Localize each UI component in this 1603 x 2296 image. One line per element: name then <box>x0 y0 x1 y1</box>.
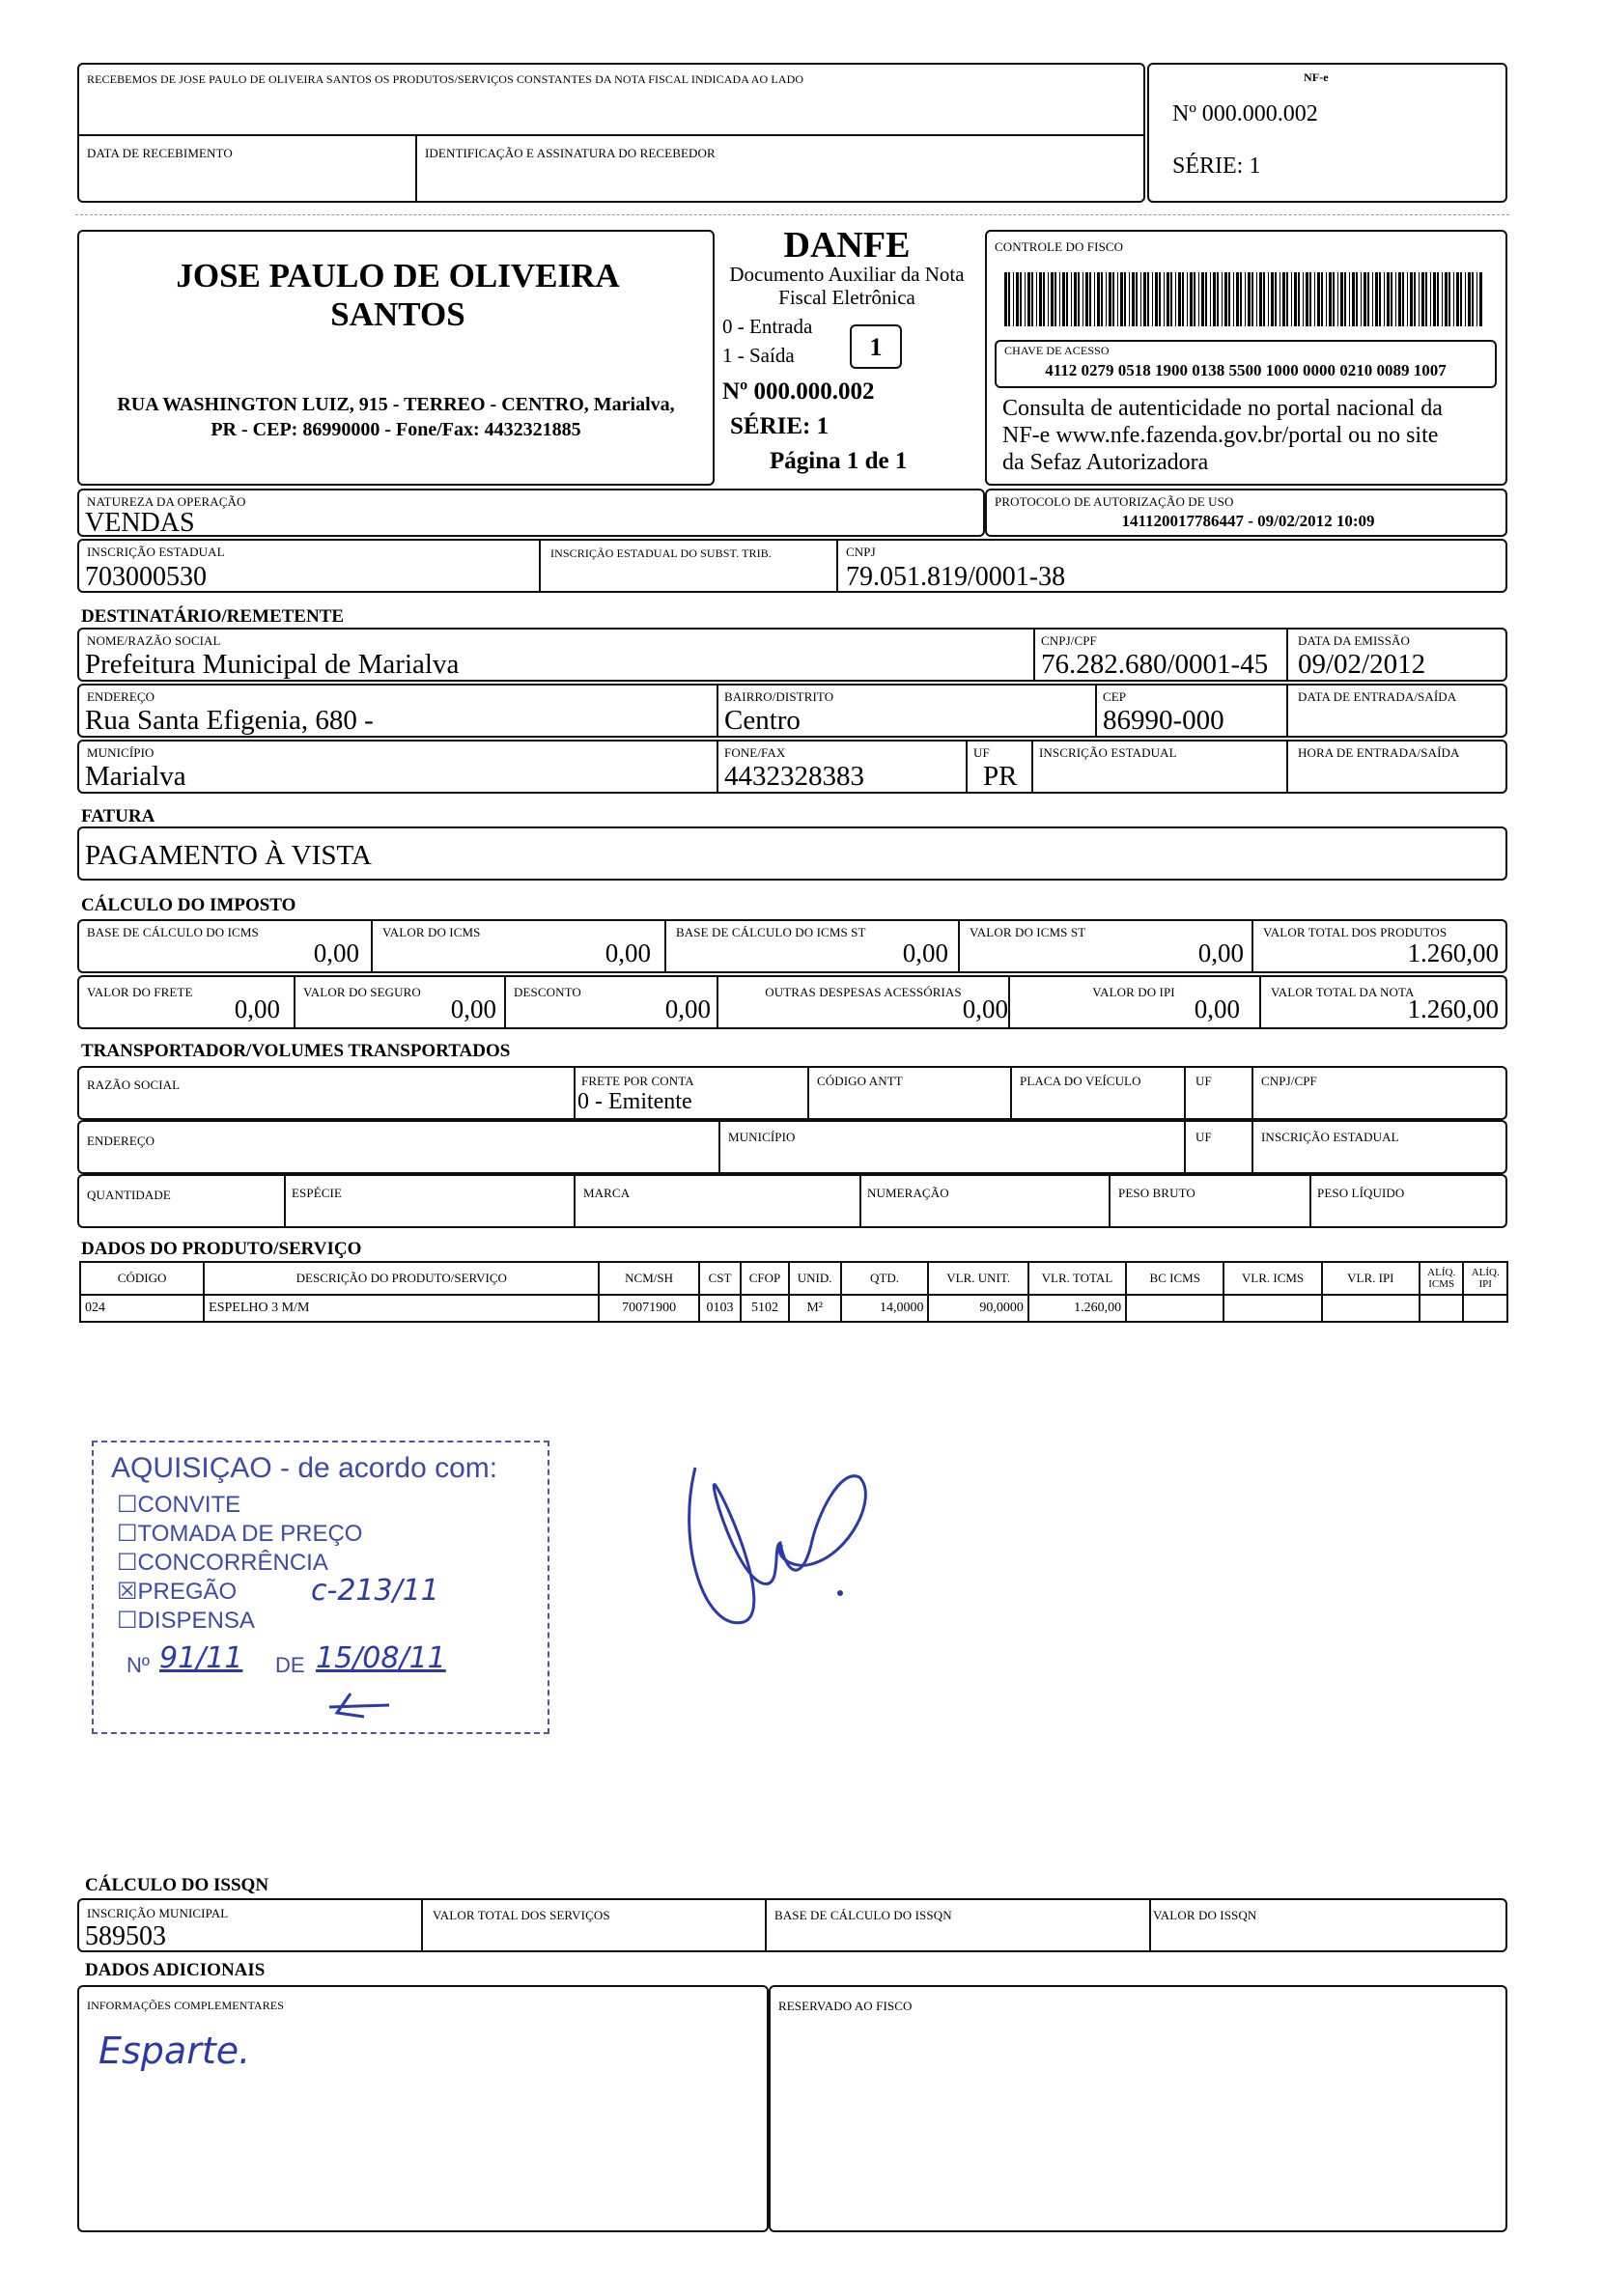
tr-r2-div3 <box>1251 1122 1253 1172</box>
tr-endereco-label: ENDEREÇO <box>87 1134 155 1148</box>
col-cfop: CFOP <box>741 1262 789 1295</box>
cell-vlr-icms <box>1223 1295 1321 1322</box>
col-descricao: DESCRIÇÃO DO PRODUTO/SERVIÇO <box>204 1262 599 1295</box>
transportador-row3 <box>77 1174 1507 1228</box>
transportador-row1 <box>77 1066 1507 1120</box>
imposto-r2-label-1: VALOR DO SEGURO <box>303 985 421 999</box>
adicionais-section: DADOS ADICIONAIS <box>85 1960 266 1980</box>
dest-r3-div1 <box>717 742 718 792</box>
emitente-address-line1: RUA WASHINGTON LUIZ, 915 - TERREO - CENTRO, Marialva, <box>117 394 675 415</box>
cell-cfop: 5102 <box>741 1295 789 1322</box>
danfe-subtitle-2: Fiscal Eletrônica <box>778 286 915 309</box>
issqn-div2 <box>765 1900 767 1950</box>
col-vlr-unit: VLR. UNIT. <box>928 1262 1027 1295</box>
info-label: INFORMAÇÕES COMPLEMENTARES <box>87 1999 284 2012</box>
stamp-no-value: 91/11 <box>159 1641 243 1675</box>
cell-bc-icms <box>1126 1295 1223 1322</box>
cep-value: 86990-000 <box>1103 705 1224 736</box>
nfe-label: NF-e <box>1304 70 1329 84</box>
reservado-label: RESERVADO AO FISCO <box>778 1999 913 2013</box>
stamp-opt4-label: PREGÃO <box>137 1579 238 1605</box>
danfe-title: DANFE <box>783 225 911 266</box>
tr-r3-div4 <box>1109 1176 1111 1226</box>
antt-label: CÓDIGO ANTT <box>817 1074 903 1088</box>
reservado-fisco-box <box>769 1985 1507 2232</box>
emissao-label: DATA DA EMISSÃO <box>1298 633 1411 648</box>
data-recebimento-label: DATA DE RECEBIMENTO <box>87 146 233 160</box>
cut-line <box>75 214 1509 215</box>
danfe-pagina: Página 1 de 1 <box>770 448 908 474</box>
cell-descricao: ESPELHO 3 M/M <box>204 1295 599 1322</box>
col-bc-icms: BC ICMS <box>1126 1262 1223 1295</box>
col-aliq-ipi: ALÍQ. IPI <box>1463 1262 1507 1295</box>
tr-r1-div3 <box>1010 1068 1012 1118</box>
col-ncm: NCM/SH <box>599 1262 698 1295</box>
imposto-r1-label-3: VALOR DO ICMS ST <box>970 925 1086 939</box>
stamp-opt5 <box>117 1607 255 1635</box>
stamp-de-label: DE <box>275 1653 305 1677</box>
imposto-row2 <box>77 975 1507 1029</box>
col-vlr-total: VLR. TOTAL <box>1028 1262 1126 1295</box>
nome-value: Prefeitura Municipal de Marialva <box>85 649 460 680</box>
cell-aliq-ipi <box>1463 1295 1507 1322</box>
placa-label: PLACA DO VEÍCULO <box>1020 1074 1141 1088</box>
cell-codigo: 024 <box>80 1295 204 1322</box>
imposto-section: CÁLCULO DO IMPOSTO <box>81 895 296 915</box>
danfe-serie: SÉRIE: 1 <box>730 413 830 439</box>
cell-vlr-total: 1.260,00 <box>1028 1295 1126 1322</box>
chave-value: 4112 0279 0518 1900 0138 5500 1000 0000 0210 0089 1007 <box>1045 361 1447 379</box>
col-cst: CST <box>699 1262 741 1295</box>
tr-r2-div2 <box>1184 1122 1186 1172</box>
issqn-section: CÁLCULO DO ISSQN <box>85 1875 269 1895</box>
consulta-line3: da Sefaz Autorizadora <box>1002 450 1209 475</box>
chave-label: CHAVE DE ACESSO <box>1004 344 1110 357</box>
municipio-label: MUNICÍPIO <box>87 745 155 760</box>
bairro-label: BAIRRO/DISTRITO <box>724 689 834 704</box>
tr-cnpj-label: CNPJ/CPF <box>1261 1074 1317 1088</box>
dest-r2-div3 <box>1286 686 1288 736</box>
imposto-r1-value-2: 0,00 <box>902 938 948 967</box>
emitente-box <box>77 230 715 486</box>
emissao-value: 09/02/2012 <box>1298 649 1426 680</box>
peso-liquido-label: PESO LÍQUIDO <box>1317 1186 1405 1200</box>
fisco-box <box>985 230 1507 486</box>
col-qtd: QTD. <box>841 1262 929 1295</box>
dest-r3-div4 <box>1286 742 1288 792</box>
fone-label: FONE/FAX <box>724 745 786 760</box>
col-unid: UNID. <box>789 1262 841 1295</box>
razao-label: RAZÃO SOCIAL <box>87 1078 181 1092</box>
destinatario-row1 <box>77 628 1507 682</box>
destinatario-row3 <box>77 740 1507 794</box>
cell-vlr-unit: 90,0000 <box>928 1295 1027 1322</box>
natureza-value: VENDAS <box>85 508 195 538</box>
destinatario-section: DESTINATÁRIO/REMETENTE <box>81 606 345 627</box>
municipio-value: Marialva <box>85 761 186 792</box>
imposto-r2-value-4: 0,00 <box>1194 994 1240 1023</box>
controle-fisco-label: CONTROLE DO FISCO <box>995 239 1124 254</box>
info-hand: Esparte. <box>98 2030 251 2072</box>
endereco-value: Rua Santa Efigenia, 680 - <box>85 705 374 736</box>
imposto-r1-value-1: 0,00 <box>605 938 651 967</box>
tr-r3-div2 <box>574 1176 576 1226</box>
tr-r3-div3 <box>859 1176 861 1226</box>
dest-r1-div2 <box>1286 630 1288 680</box>
issqn-box <box>77 1898 1507 1952</box>
stamp-de-value: 15/08/11 <box>316 1641 446 1675</box>
emitente-name-line1: JOSE PAULO DE OLIVEIRA <box>176 257 620 294</box>
produtos-header-row <box>80 1262 1507 1295</box>
stamp-title: AQUISIÇAO - de acordo com: <box>111 1452 498 1484</box>
imposto-r1-label-2: BASE DE CÁLCULO DO ICMS ST <box>676 925 866 939</box>
especie-label: ESPÉCIE <box>292 1186 342 1200</box>
fone-value: 4432328383 <box>724 761 864 792</box>
tr-r1-div5 <box>1251 1068 1253 1118</box>
stamp-checkbox-3: ☐ <box>117 1550 138 1576</box>
imposto-r2-value-0: 0,00 <box>234 994 280 1023</box>
canhoto-divider <box>79 134 1143 136</box>
danfe-entrada: 0 - Entrada <box>722 315 813 338</box>
consulta-line1: Consulta de autenticidade no portal nacional da <box>1002 396 1443 421</box>
stamp-opt1 <box>117 1491 240 1519</box>
imposto-r2-value-2: 0,00 <box>664 994 711 1023</box>
canhoto-serie: SÉRIE: 1 <box>1172 154 1261 179</box>
imposto-r2-value-1: 0,00 <box>450 994 496 1023</box>
nome-label: NOME/RAZÃO SOCIAL <box>87 633 221 648</box>
table-row <box>80 1295 1507 1322</box>
cnpj-value: 79.051.819/0001-38 <box>846 562 1066 592</box>
cep-label: CEP <box>1103 689 1127 704</box>
canhoto-box <box>77 63 1145 203</box>
col-codigo: CÓDIGO <box>80 1262 204 1295</box>
canhoto-numero: Nº 000.000.002 <box>1172 101 1318 126</box>
frete-label: FRETE POR CONTA <box>581 1074 694 1088</box>
ie-label: INSCRIÇÃO ESTADUAL <box>87 545 225 559</box>
ie-value: 703000530 <box>85 562 207 592</box>
stamp-opt4 <box>117 1578 237 1606</box>
imposto-r1-value-0: 0,00 <box>313 938 359 967</box>
imposto-r1-label-0: BASE DE CÁLCULO DO ICMS <box>87 925 259 939</box>
protocolo-value: 141120017786447 - 09/02/2012 10:09 <box>1121 512 1375 530</box>
ie-divider-1 <box>539 541 541 591</box>
transportador-section: TRANSPORTADOR/VOLUMES TRANSPORTADOS <box>81 1041 511 1061</box>
stamp-no-label: Nº <box>127 1653 150 1677</box>
imposto-r2-value-5: 1.260,00 <box>1407 994 1499 1023</box>
im-value: 589503 <box>85 1921 166 1951</box>
imposto-r2-value-3: 0,00 <box>962 994 1008 1023</box>
peso-bruto-label: PESO BRUTO <box>1118 1186 1195 1200</box>
issqn-div3 <box>1149 1900 1151 1950</box>
imposto-r2-label-2: DESCONTO <box>514 985 581 999</box>
tr-ie-label: INSCRIÇÃO ESTADUAL <box>1261 1130 1399 1144</box>
ie-divider-2 <box>836 541 838 591</box>
emitente-address-line2: PR - CEP: 86990000 - Fone/Fax: 4432321885 <box>211 419 581 440</box>
dest-r3-div2 <box>966 742 968 792</box>
dest-cnpj-label: CNPJ/CPF <box>1041 633 1097 648</box>
ie-box <box>77 539 1507 593</box>
danfe-block <box>717 224 977 485</box>
dest-r2-div1 <box>717 686 718 736</box>
dest-ie-label: INSCRIÇÃO ESTADUAL <box>1039 745 1177 760</box>
identificacao-label: IDENTIFICAÇÃO E ASSINATURA DO RECEBEDOR <box>425 146 716 160</box>
imposto-r2-label-3: OUTRAS DESPESAS ACESSÓRIAS <box>765 985 962 999</box>
signature <box>666 1429 879 1651</box>
fatura-value: PAGAMENTO À VISTA <box>85 840 372 871</box>
stamp-opt3 <box>117 1549 328 1577</box>
canhoto-recebemos: RECEBEMOS DE JOSE PAULO DE OLIVEIRA SANTOS OS PRODUTOS/SERVIÇOS CONSTANTES DA NOTA FISCAL INDICADA AO LADO <box>87 72 804 86</box>
cell-aliq-icms <box>1420 1295 1463 1322</box>
stamp-checkbox-4: ☒ <box>117 1579 138 1605</box>
chave-box <box>995 340 1497 388</box>
imposto-r1-value-4: 1.260,00 <box>1407 938 1499 967</box>
endereco-label: ENDEREÇO <box>87 689 155 704</box>
imposto-r1-value-3: 0,00 <box>1197 938 1244 967</box>
transportador-row2 <box>77 1120 1507 1174</box>
stamp-checkbox-2: ☐ <box>117 1521 138 1547</box>
canhoto-nfe-box <box>1147 63 1507 203</box>
produtos-section: DADOS DO PRODUTO/SERVIÇO <box>81 1239 362 1259</box>
protocolo-box <box>985 489 1507 537</box>
tr-uf-label: UF <box>1195 1074 1212 1088</box>
tr-r3-div1 <box>284 1176 286 1226</box>
danfe-subtitle-1: Documento Auxiliar da Nota <box>729 263 965 286</box>
dest-uf-label: UF <box>973 745 990 760</box>
servicos-label: VALOR TOTAL DOS SERVIÇOS <box>433 1908 610 1922</box>
stamp-opt4-hand: c-213/11 <box>311 1574 439 1608</box>
stamp-opt5-label: DISPENSA <box>137 1608 255 1634</box>
marca-label: MARCA <box>583 1186 631 1200</box>
canhoto-vdivider <box>415 134 417 201</box>
dest-r2-div2 <box>1095 686 1097 736</box>
tr-r1-div2 <box>807 1068 809 1118</box>
cell-ncm: 70071900 <box>599 1295 698 1322</box>
imposto-r2-label-4: VALOR DO IPI <box>1092 985 1175 999</box>
col-aliq-icms: ALÍQ. ICMS <box>1420 1262 1463 1295</box>
imposto-r2-label-5: VALOR TOTAL DA NOTA <box>1271 985 1415 999</box>
imposto-row1 <box>77 919 1507 973</box>
stamp-initial-mark <box>322 1686 399 1724</box>
dest-uf-value: PR <box>983 761 1018 792</box>
tr-r2-div1 <box>718 1122 720 1172</box>
cnpj-label: CNPJ <box>846 545 876 559</box>
base-issqn-label: BASE DE CÁLCULO DO ISSQN <box>774 1908 952 1922</box>
natureza-box <box>77 489 985 537</box>
danfe-numero: Nº 000.000.002 <box>722 378 875 405</box>
im-label: INSCRIÇÃO MUNICIPAL <box>87 1906 229 1920</box>
cell-cst: 0103 <box>699 1295 741 1322</box>
consulta-line2: NF-e www.nfe.fazenda.gov.br/portal ou no site <box>1002 423 1439 448</box>
aquisicao-stamp <box>92 1441 549 1734</box>
tr-r3-div5 <box>1309 1176 1311 1226</box>
quantidade-label: QUANTIDADE <box>87 1188 171 1202</box>
bairro-value: Centro <box>724 705 801 736</box>
danfe-saida: 1 - Saída <box>722 344 795 367</box>
imposto-r1-label-4: VALOR TOTAL DOS PRODUTOS <box>1263 925 1448 939</box>
produtos-table <box>79 1261 1508 1323</box>
emitente-name-line2: SANTOS <box>330 295 465 333</box>
dest-r1-div1 <box>1033 630 1035 680</box>
stamp-opt2-label: TOMADA DE PREÇO <box>137 1521 363 1547</box>
fatura-box <box>77 826 1507 881</box>
danfe-tipo-box: 1 <box>850 324 902 369</box>
stamp-opt1-label: CONVITE <box>137 1492 241 1518</box>
natureza-label: NATUREZA DA OPERAÇÃO <box>87 494 246 509</box>
col-vlr-ipi: VLR. IPI <box>1322 1262 1420 1295</box>
valor-issqn-label: VALOR DO ISSQN <box>1153 1908 1257 1922</box>
tr-r1-div1 <box>574 1068 576 1118</box>
hora-label: HORA DE ENTRADA/SAÍDA <box>1298 745 1460 760</box>
tr-r1-div4 <box>1184 1068 1186 1118</box>
fatura-section: FATURA <box>81 806 155 826</box>
dest-cnpj-value: 76.282.680/0001-45 <box>1041 649 1269 680</box>
info-complementares-box <box>77 1985 769 2232</box>
imposto-r2-label-0: VALOR DO FRETE <box>87 985 193 999</box>
col-vlr-icms: VLR. ICMS <box>1223 1262 1321 1295</box>
cell-unid: M² <box>789 1295 841 1322</box>
protocolo-label: PROTOCOLO DE AUTORIZAÇÃO DE USO <box>995 494 1234 509</box>
frete-value: 0 - Emitente <box>577 1089 692 1114</box>
cell-qtd: 14,0000 <box>841 1295 929 1322</box>
tr-uf2-label: UF <box>1195 1130 1212 1144</box>
imposto-r1-label-1: VALOR DO ICMS <box>382 925 481 939</box>
stamp-checkbox-5: ☐ <box>117 1608 138 1634</box>
numeracao-label: NUMERAÇÃO <box>867 1186 949 1200</box>
stamp-opt3-label: CONCORRÊNCIA <box>137 1550 328 1576</box>
tr-municipio-label: MUNICÍPIO <box>728 1130 796 1144</box>
entrada-saida-label: DATA DE ENTRADA/SAÍDA <box>1298 689 1457 704</box>
issqn-div1 <box>421 1900 423 1950</box>
stamp-checkbox-1: ☐ <box>117 1492 138 1518</box>
stamp-opt2 <box>117 1520 362 1548</box>
ie-st-label: INSCRIÇÃO ESTADUAL DO SUBST. TRIB. <box>550 546 772 560</box>
barcode-icon <box>1004 272 1487 326</box>
cell-vlr-ipi <box>1322 1295 1420 1322</box>
dest-r3-div3 <box>1031 742 1033 792</box>
destinatario-row2 <box>77 684 1507 738</box>
